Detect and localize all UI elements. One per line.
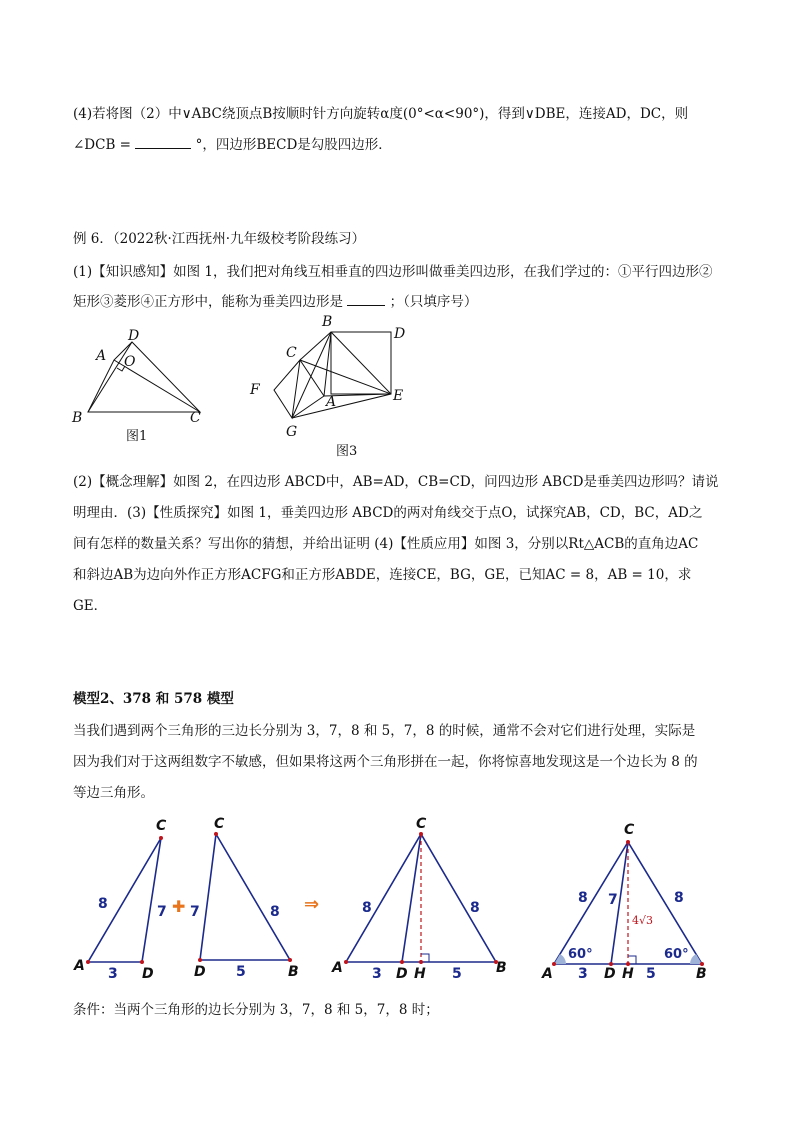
figure-1	[60, 318, 220, 448]
t2-label-b: B	[288, 964, 299, 980]
t3-label-c: C	[416, 816, 427, 832]
t4-side-5: 5	[646, 966, 656, 982]
fig3-label-a: A	[326, 394, 337, 410]
t4-point-c	[626, 840, 630, 844]
t1-point-c	[159, 836, 163, 840]
t1-side-7: 7	[157, 904, 167, 920]
fig3-label-f: F	[250, 382, 260, 398]
t3-point-d	[400, 960, 404, 964]
fig1-label-d: D	[128, 328, 140, 344]
t3-point-c	[419, 832, 423, 836]
fig1-label-a: A	[96, 348, 107, 364]
triangle-578	[200, 834, 290, 960]
ex6-p1-line2-pre: 矩形③菱形④正方形中，能称为垂美四边形是	[73, 294, 343, 310]
fig3-label-e: E	[393, 388, 404, 404]
model2-para-line2: 因为我们对于这两组数字不敏感，但如果将这两个三角形拼在一起，你将惊喜地发现这是一个边长为 8 的	[73, 754, 698, 770]
fig3-label-g: G	[286, 424, 298, 440]
model2-para-line1: 当我们遇到两个三角形的三边长分别为 3，7，8 和 5，7，8 的时候，通常不会对它们进行处理，实际是	[73, 723, 696, 739]
arrow-icon: ⇒	[304, 894, 320, 915]
t2-side-7: 7	[190, 904, 200, 920]
t1-point-d	[140, 960, 144, 964]
fig3-label-b: B	[322, 314, 333, 330]
plus-icon: ✚	[172, 897, 186, 916]
ex6-p2-line2: 明理由．(3)【性质探究】如图 1，垂美四边形 ABCD的两对角线交于点O，试探究AB，CD，BC，AD之	[73, 505, 703, 521]
t4-side-3: 3	[578, 966, 588, 982]
t2-side-8: 8	[270, 904, 280, 920]
model2-condition: 条件：当两个三角形的边长分别为 3，7，8 和 5，7，8 时；	[73, 1002, 439, 1018]
t3-label-d: D	[396, 966, 408, 982]
t3-side-8-right: 8	[470, 900, 480, 916]
triangles-figure	[60, 812, 750, 990]
t4-side-7: 7	[608, 892, 618, 908]
t1-label-a: A	[74, 958, 85, 974]
model2-para-line3: 等边三角形。	[73, 785, 154, 801]
fig1-label-c: C	[190, 410, 201, 426]
t3-segment-cd	[402, 834, 421, 962]
fig1-label-b: B	[72, 410, 83, 426]
t1-label-c: C	[156, 818, 167, 834]
t3-point-a	[344, 960, 348, 964]
t2-point-c	[214, 832, 218, 836]
fig1-caption: 图1	[126, 429, 148, 444]
model2-title: 模型2、378 和 578 模型	[73, 691, 234, 707]
q4-line2	[73, 133, 392, 153]
t2-point-b	[288, 958, 292, 962]
t1-label-d: D	[142, 966, 154, 982]
fig3-line-ce	[300, 360, 391, 394]
q4-answer-blank	[135, 136, 191, 149]
t4-side-8-left: 8	[578, 890, 588, 906]
t4-side-8-right: 8	[674, 890, 684, 906]
ex6-p2-line5: GE．	[73, 598, 108, 614]
t4-angle-b-mark	[690, 954, 702, 964]
ex6-p1-line1: (1)【知识感知】如图 1，我们把对角线互相垂直的四边形叫做垂美四边形，在我们学过的：①平行四边形②	[73, 264, 713, 280]
t4-label-b: B	[696, 966, 707, 982]
t1-side-8: 8	[98, 896, 108, 912]
t4-label-d: D	[604, 966, 616, 982]
q4-line2-post: °，四边形BECD是勾股四边形．	[195, 137, 392, 153]
ex6-p1-line2-post: ；（只填序号）	[389, 294, 478, 310]
t4-angle-a-mark	[554, 954, 566, 964]
t1-point-a	[86, 960, 90, 964]
fig3-caption: 图3	[336, 444, 358, 459]
ex6-title: 例 6．（2022秋·江西抚州·九年级校考阶段练习）	[73, 231, 366, 247]
fig1-diag-bd	[88, 342, 132, 412]
q4-line2-pre: ∠DCB =	[73, 137, 131, 153]
fig3-label-d: D	[394, 326, 406, 342]
t4-angle-a-label: 60°	[568, 947, 593, 962]
figure-3	[240, 310, 420, 460]
t3-side-3: 3	[372, 966, 382, 982]
t3-label-b: B	[496, 960, 507, 976]
fig3-line-ge	[292, 394, 391, 418]
t2-label-c: C	[214, 816, 225, 832]
t2-side-5: 5	[236, 964, 246, 980]
t3-label-a: A	[332, 960, 343, 976]
t4-label-a: A	[542, 966, 553, 982]
t3-label-h: H	[414, 966, 426, 982]
ex6-p2-line4: 和斜边AB为边向外作正方形ACFG和正方形ABDE，连接CE，BG，GE，已知AC = 8，AB = 10，求	[73, 567, 692, 583]
ex6-p1-line2	[73, 290, 477, 310]
fig1-label-o: O	[124, 354, 136, 370]
t3-point-h	[419, 960, 423, 964]
ex6-answer-blank	[347, 293, 385, 306]
t4-height-label: 4√3	[632, 914, 654, 927]
t1-side-3: 3	[108, 966, 118, 982]
ex6-p2-line3: 间有怎样的数量关系？写出你的猜想，并给出证明 (4)【性质应用】如图 3，分别以Rt△ACB的直角边AC	[73, 536, 699, 552]
ex6-p2-line1: (2)【概念理解】如图 2，在四边形 ABCD中，AB=AD，CB=CD，问四边形 ABCD是垂美四边形吗？请说	[73, 474, 719, 490]
t2-label-d: D	[194, 964, 206, 980]
t3-side-8-left: 8	[362, 900, 372, 916]
t3-side-5: 5	[452, 966, 462, 982]
t2-point-d	[198, 958, 202, 962]
t4-label-h: H	[622, 966, 634, 982]
t4-label-c: C	[624, 822, 635, 838]
q4-line1: (4)若将图（2）中∨ABC绕顶点B按顺时针方向旋转α度(0°<α<90°)，得到∨DBE，连接AD，DC，则	[73, 106, 689, 122]
fig3-label-c: C	[286, 345, 297, 361]
t4-angle-b-label: 60°	[664, 947, 689, 962]
